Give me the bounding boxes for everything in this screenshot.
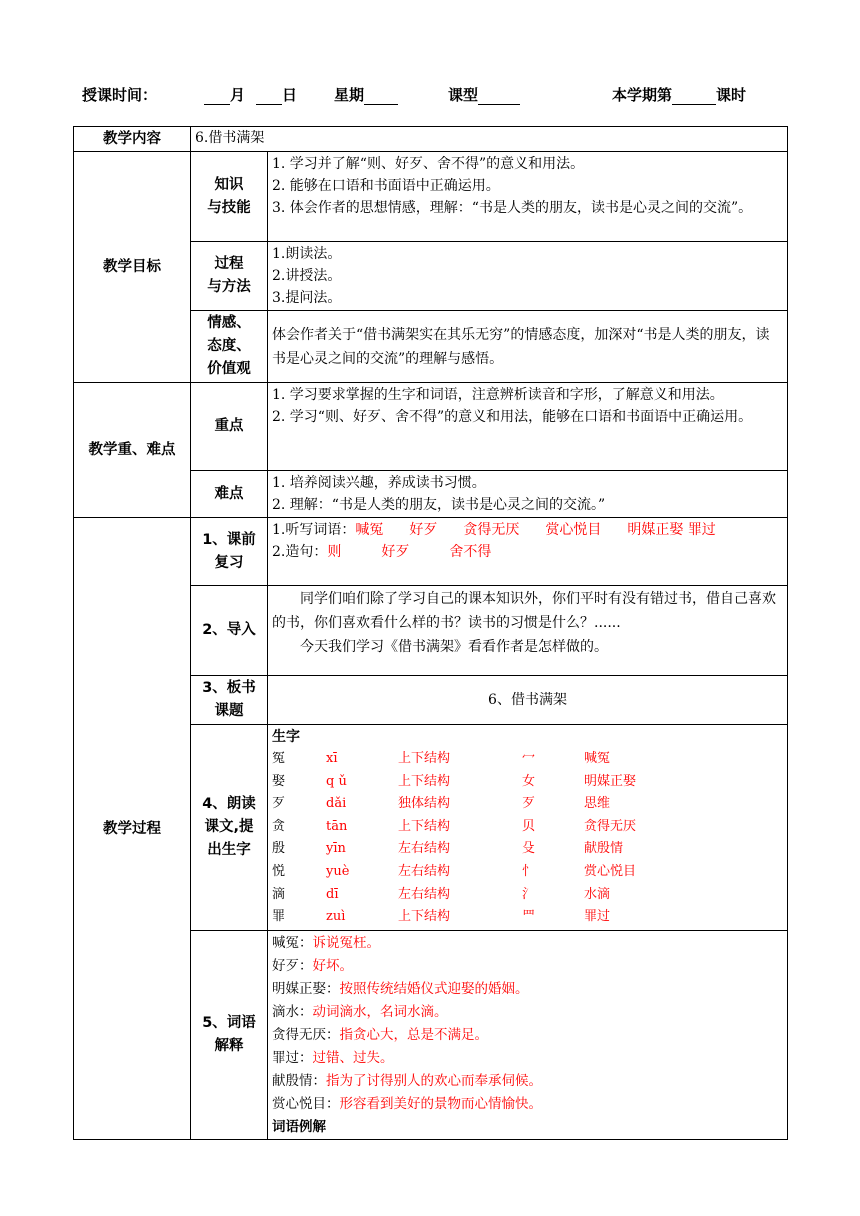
char-structure: 左右结构 bbox=[398, 886, 451, 902]
knowledge-skills-content: 1. 学习并了解“则、好歹、舍不得”的意义和用法。 2. 能够在口语和书面语中正确运用。 3. 体会作者的思想情感，理解：“书是人类的朋友，读书是心灵之间的交流”。 bbox=[268, 152, 788, 242]
focus-content: 1. 学习要求掌握的生字和词语，注意辨析读音和字形，了解意义和用法。 2. 学习“则、好歹、舍不得”的意义和用法，能够在口语和书面语中正确运用。 bbox=[268, 383, 788, 471]
char-word: 赏心悦目 bbox=[584, 863, 637, 879]
char-radical: 忄 bbox=[522, 863, 536, 879]
lesson-header bbox=[82, 84, 782, 106]
dictation-word: 明媒正娶 bbox=[627, 522, 684, 538]
char-radical: 罒 bbox=[522, 909, 536, 925]
char-row bbox=[272, 748, 783, 771]
keypoints-label: 教学重、难点 bbox=[74, 383, 191, 518]
intro-label: 2、导入 bbox=[191, 586, 268, 676]
content-row bbox=[74, 127, 788, 152]
char-radical: 女 bbox=[522, 773, 536, 789]
dictation-word: 好歹 bbox=[409, 522, 438, 538]
words-content bbox=[268, 931, 788, 1140]
review-label: 1、课前 复习 bbox=[191, 518, 268, 586]
word-term: 罪过： bbox=[272, 1050, 313, 1066]
dictation-word: 罪过 bbox=[687, 522, 716, 538]
word-definition bbox=[272, 932, 783, 955]
char-glyph: 歹 bbox=[272, 796, 286, 812]
process-label: 教学过程 bbox=[74, 518, 191, 1140]
dictation-word: 喊冤 bbox=[355, 522, 384, 538]
word-definition bbox=[272, 1024, 783, 1047]
word-meaning: 诉说冤枉。 bbox=[312, 935, 380, 951]
emotion-attitude-values-label: 情感、 态度、 价值观 bbox=[191, 311, 268, 383]
word-definition bbox=[272, 1047, 783, 1070]
char-pinyin: yīn bbox=[326, 841, 346, 857]
word-term: 滴水： bbox=[272, 1004, 313, 1020]
char-structure: 上下结构 bbox=[398, 909, 451, 925]
char-glyph: 罪 bbox=[272, 909, 286, 925]
month-field: 月 bbox=[204, 84, 245, 105]
char-pinyin: q ǔ bbox=[326, 773, 347, 789]
chars-label: 4、朗读 课文,提 出生字 bbox=[191, 725, 268, 931]
process-methods-content: 1.朗读法。 2.讲授法。 3.提问法。 bbox=[268, 242, 788, 311]
char-word: 明媒正娶 bbox=[584, 773, 637, 789]
intro-content: 同学们咱们除了学习自己的课本知识外，你们平时有没有错过书，借自己喜欢的书，你们喜欢看什么样的书？读书的习惯是什么？...... 今天我们学习《借书满架》看看作者是怎样做的。 bbox=[268, 586, 788, 676]
char-glyph: 悦 bbox=[272, 863, 286, 879]
char-row bbox=[272, 861, 783, 884]
word-meaning: 指为了讨得别人的欢心而奉承伺候。 bbox=[326, 1073, 542, 1089]
sentence-word: 好歹 bbox=[381, 544, 410, 560]
class-time-label: 授课时间： bbox=[82, 86, 158, 104]
word-term: 献殷情： bbox=[272, 1073, 326, 1089]
char-word: 思维 bbox=[584, 796, 611, 812]
focus-label: 重点 bbox=[191, 383, 268, 471]
sentence-line: 2.造句：则 好歹 舍不得 bbox=[272, 544, 492, 560]
goal-knowledge-row bbox=[74, 152, 788, 242]
word-meaning: 好坏。 bbox=[312, 958, 353, 974]
char-row bbox=[272, 906, 783, 929]
char-pinyin: dī bbox=[326, 886, 339, 902]
char-glyph: 殷 bbox=[272, 841, 286, 857]
board-label: 3、板书 课题 bbox=[191, 676, 268, 725]
char-pinyin: dǎi bbox=[326, 796, 347, 812]
char-pinyin: tān bbox=[326, 818, 348, 834]
char-pinyin: yuè bbox=[326, 863, 350, 879]
process-methods-label: 过程 与方法 bbox=[191, 242, 268, 311]
goals-label: 教学目标 bbox=[74, 152, 191, 383]
char-structure: 上下结构 bbox=[398, 773, 451, 789]
word-meaning: 动词滴水，名词水滴。 bbox=[312, 1004, 448, 1020]
word-examples-heading: 词语例解 bbox=[272, 1119, 326, 1135]
chars-heading: 生字 bbox=[272, 729, 300, 745]
word-definition-list bbox=[272, 932, 783, 1116]
word-definition bbox=[272, 1070, 783, 1093]
char-word: 献殷情 bbox=[584, 841, 624, 857]
sentence-word: 舍不得 bbox=[449, 544, 492, 560]
word-definition bbox=[272, 955, 783, 978]
dictation-word: 贪得无厌 bbox=[463, 522, 520, 538]
words-label: 5、词语 解释 bbox=[191, 931, 268, 1140]
dictation-line: 1.听写词语：喊冤 好歹 贪得无厌 赏心悦目 明媒正娶 罪过 bbox=[272, 522, 716, 538]
char-radical: 冖 bbox=[522, 751, 536, 766]
sentence-word: 则 bbox=[327, 544, 342, 560]
char-glyph: 贪 bbox=[272, 818, 286, 834]
char-list bbox=[272, 748, 783, 929]
char-row bbox=[272, 884, 783, 907]
lesson-plan-table bbox=[73, 126, 788, 1140]
semester-period-field: 本学期第 课时 bbox=[612, 86, 747, 104]
word-term: 好歹： bbox=[272, 958, 313, 974]
board-title: 6、借书满架 bbox=[268, 676, 788, 725]
char-radical: 贝 bbox=[522, 818, 536, 834]
char-radical: 殳 bbox=[522, 841, 536, 857]
char-structure: 上下结构 bbox=[398, 818, 451, 834]
char-row bbox=[272, 816, 783, 839]
content-label: 教学内容 bbox=[74, 127, 191, 152]
word-term: 贪得无厌： bbox=[272, 1027, 340, 1043]
day-field: 日 bbox=[256, 84, 297, 105]
char-word: 贪得无厌 bbox=[584, 818, 637, 834]
content-value: 6.借书满架 bbox=[191, 127, 788, 152]
difficulty-content: 1. 培养阅读兴趣，养成读书习惯。 2. 理解：“书是人类的朋友，读书是心灵之间的交流。” bbox=[268, 471, 788, 518]
word-meaning: 过错、过失。 bbox=[312, 1050, 394, 1066]
focus-row bbox=[74, 383, 788, 471]
word-meaning: 形容看到美好的景物而心情愉快。 bbox=[339, 1096, 542, 1112]
char-glyph: 滴 bbox=[272, 886, 286, 902]
char-row bbox=[272, 838, 783, 861]
emotion-attitude-values-content: 体会作者关于“借书满架实在其乐无穷”的情感态度，加深对“书是人类的朋友，读书是心灵之间的交流”的理解与感悟。 bbox=[268, 311, 788, 383]
char-pinyin: zuì bbox=[326, 909, 346, 925]
dictation-word: 赏心悦目 bbox=[545, 522, 602, 538]
char-structure: 左右结构 bbox=[398, 841, 451, 857]
char-word: 喊冤 bbox=[584, 751, 611, 766]
char-structure: 左右结构 bbox=[398, 863, 451, 879]
lesson-type-field: 课型 bbox=[448, 84, 520, 105]
chars-content bbox=[268, 725, 788, 931]
difficulty-label: 难点 bbox=[191, 471, 268, 518]
char-row bbox=[272, 771, 783, 794]
word-term: 喊冤： bbox=[272, 935, 313, 951]
char-glyph: 娶 bbox=[272, 773, 286, 789]
char-row bbox=[272, 793, 783, 816]
word-term: 明媒正娶： bbox=[272, 981, 340, 997]
word-meaning: 按照传统结婚仪式迎娶的婚姻。 bbox=[339, 981, 529, 997]
char-glyph: 冤 bbox=[272, 751, 286, 766]
review-row bbox=[74, 518, 788, 586]
char-pinyin: xī bbox=[326, 751, 338, 766]
word-definition bbox=[272, 1001, 783, 1024]
word-definition bbox=[272, 978, 783, 1001]
char-structure: 独体结构 bbox=[398, 796, 451, 812]
word-definition bbox=[272, 1093, 783, 1116]
char-word: 水滴 bbox=[584, 886, 611, 902]
word-term: 赏心悦目： bbox=[272, 1096, 340, 1112]
char-radical: 氵 bbox=[522, 886, 536, 902]
char-word: 罪过 bbox=[584, 909, 611, 925]
word-meaning: 指贪心大，总是不满足。 bbox=[339, 1027, 488, 1043]
char-structure: 上下结构 bbox=[398, 751, 451, 766]
review-content bbox=[268, 518, 788, 586]
knowledge-skills-label: 知识 与技能 bbox=[191, 152, 268, 242]
char-radical: 歹 bbox=[522, 796, 536, 812]
weekday-field: 星期 bbox=[334, 84, 398, 105]
